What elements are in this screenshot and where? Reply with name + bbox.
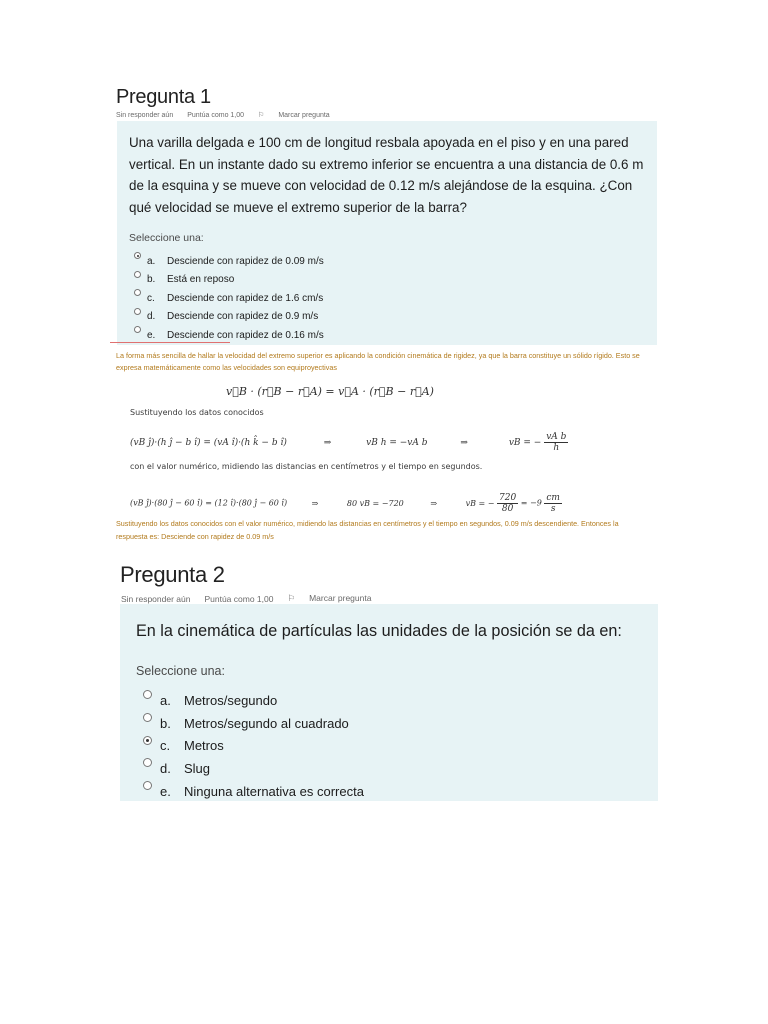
option-text: Metros/segundo xyxy=(184,692,278,708)
option-b[interactable] xyxy=(134,271,324,290)
flag-icon: ⚐ xyxy=(258,112,265,119)
radio-icon[interactable] xyxy=(143,713,152,722)
eq3-middle: 80 vB = −720 xyxy=(346,498,404,508)
option-text: Ninguna alternativa es correcta xyxy=(184,784,364,800)
radio-icon[interactable] xyxy=(134,271,141,278)
option-b[interactable] xyxy=(143,712,364,735)
option-text: Metros xyxy=(184,738,224,754)
question-1-title: Pregunta 1 xyxy=(116,86,211,108)
option-text: Desciende con rapidez de 0.09 m/s xyxy=(167,255,324,267)
option-letter: e. xyxy=(160,784,171,800)
question-2-meta xyxy=(121,593,399,604)
option-text: Metros/segundo al cuadrado xyxy=(184,715,349,731)
numeric-label: con el valor numérico, midiendo las distancias en centímetros y el tiempo en segundos. xyxy=(130,462,483,471)
equation-numeric xyxy=(130,493,562,514)
option-letter: e. xyxy=(147,329,156,341)
radio-icon[interactable] xyxy=(143,758,152,767)
option-a[interactable] xyxy=(143,689,364,712)
question-2-box xyxy=(120,604,658,801)
radio-icon[interactable] xyxy=(143,690,152,699)
question-1-box xyxy=(117,121,657,345)
option-letter: d. xyxy=(160,761,171,777)
option-letter: d. xyxy=(147,311,156,323)
solution-conclusion: Sustituyendo los datos conocidos con el valor numérico, midiendo las distancias en centímetros y el tiempo en segundos, 0.09 m/s descendiente. Entonces la respuesta es: Desciende con rapidez de 0.09 m/s xyxy=(116,519,619,541)
option-letter: c. xyxy=(160,738,171,754)
option-letter: c. xyxy=(147,292,155,304)
option-text: Está en reposo xyxy=(167,274,235,286)
question-2-points: Puntúa como 1,00 xyxy=(204,593,274,604)
radio-icon[interactable] xyxy=(143,781,152,790)
radio-icon[interactable] xyxy=(134,289,141,296)
red-underline xyxy=(110,342,230,343)
eq2-left: (vB ĵ)·(h ĵ − b î) = (vA î)·(h k̂ − b î) xyxy=(130,438,287,448)
equation-equiprojective: v⃗B · (r⃗B − r⃗A) = v⃗A · (r⃗B − r⃗A) xyxy=(226,385,434,398)
option-letter: b. xyxy=(147,274,156,286)
eq3-right: vB = − xyxy=(465,498,495,508)
question-1-text: Una varilla delgada e 100 cm de longitud resbala apoyada en el piso y en una pared vertical. En un instante dado su extremo inferior se encuentra a una distancia de 0.6 m de la esquina y se mueve con velocidad de 0.12 m/s alejándose de la esquina. ¿Con qué velocidad se mueve el extremo superior de la barra? xyxy=(129,135,644,215)
eq3-result: = −9 xyxy=(520,498,542,508)
question-1-points: Puntúa como 1,00 xyxy=(187,111,245,119)
radio-icon[interactable] xyxy=(134,308,141,315)
option-letter: b. xyxy=(160,715,171,731)
question-2-prompt: Seleccione una: xyxy=(136,664,225,678)
eq3-arrow-2: ⇒ xyxy=(430,498,438,508)
question-1-status: Sin responder aún xyxy=(116,111,174,119)
eq2-arrow-2: ⇒ xyxy=(460,438,468,448)
question-2-flag[interactable]: ⚐ Marcar pregunta xyxy=(287,593,372,603)
radio-checked-icon[interactable] xyxy=(143,736,152,745)
eq2-fraction: $\frac{\text{vA b}}{h}$ xyxy=(546,432,567,453)
radio-icon[interactable] xyxy=(134,326,141,333)
option-text: Slug xyxy=(184,761,211,777)
question-2-status: Sin responder aún xyxy=(121,593,191,604)
eq2-right: vB = − xyxy=(508,438,542,448)
option-text: Desciende con rapidez de 0.9 m/s xyxy=(167,311,319,323)
equation-substitution xyxy=(130,432,568,453)
question-2-text: En la cinemática de partículas las unidades de la posición se da en: xyxy=(136,622,622,640)
question-2-options xyxy=(143,689,364,803)
question-1-meta xyxy=(116,111,358,119)
option-text: Desciende con rapidez de 0.16 m/s xyxy=(167,329,324,341)
substitution-label: Sustituyendo los datos conocidos xyxy=(130,408,264,417)
question-1-options xyxy=(134,252,324,345)
option-c[interactable] xyxy=(134,289,324,308)
option-text: Desciende con rapidez de 1.6 cm/s xyxy=(167,292,324,304)
eq3-unit: $\frac{cm}{s}$ xyxy=(546,493,560,514)
option-c[interactable] xyxy=(143,735,364,758)
option-d[interactable] xyxy=(134,308,324,327)
option-e[interactable] xyxy=(143,780,364,803)
question-1-prompt: Seleccione una: xyxy=(129,232,204,244)
eq3-fraction: $\frac{720}{80}$ xyxy=(499,493,517,514)
option-d[interactable] xyxy=(143,757,364,780)
eq3-arrow-1: ⇒ xyxy=(311,498,319,508)
option-letter: a. xyxy=(160,692,171,708)
question-2-title: Pregunta 2 xyxy=(120,562,225,587)
eq2-middle: vB h = −vA b xyxy=(366,438,428,448)
radio-checked-icon[interactable] xyxy=(134,252,141,259)
flag-icon: ⚐ xyxy=(287,593,296,603)
option-a[interactable] xyxy=(134,252,324,271)
option-letter: a. xyxy=(147,255,156,267)
question-1-flag[interactable]: ⚐ Marcar pregunta xyxy=(258,112,330,119)
eq3-left: (vB ĵ)·(80 ĵ − 60 î) = (12 î)·(80 ĵ − 60 î) xyxy=(130,498,288,508)
eq2-arrow-1: ⇒ xyxy=(323,438,332,448)
solution-intro: La forma más sencilla de hallar la velocidad del extremo superior es aplicando la condición cinemática de rigidez, ya que la barra constituye un sólido rígido. Esto se expresa matemáticamente como las velocidades son equiproyectivas xyxy=(116,351,640,372)
